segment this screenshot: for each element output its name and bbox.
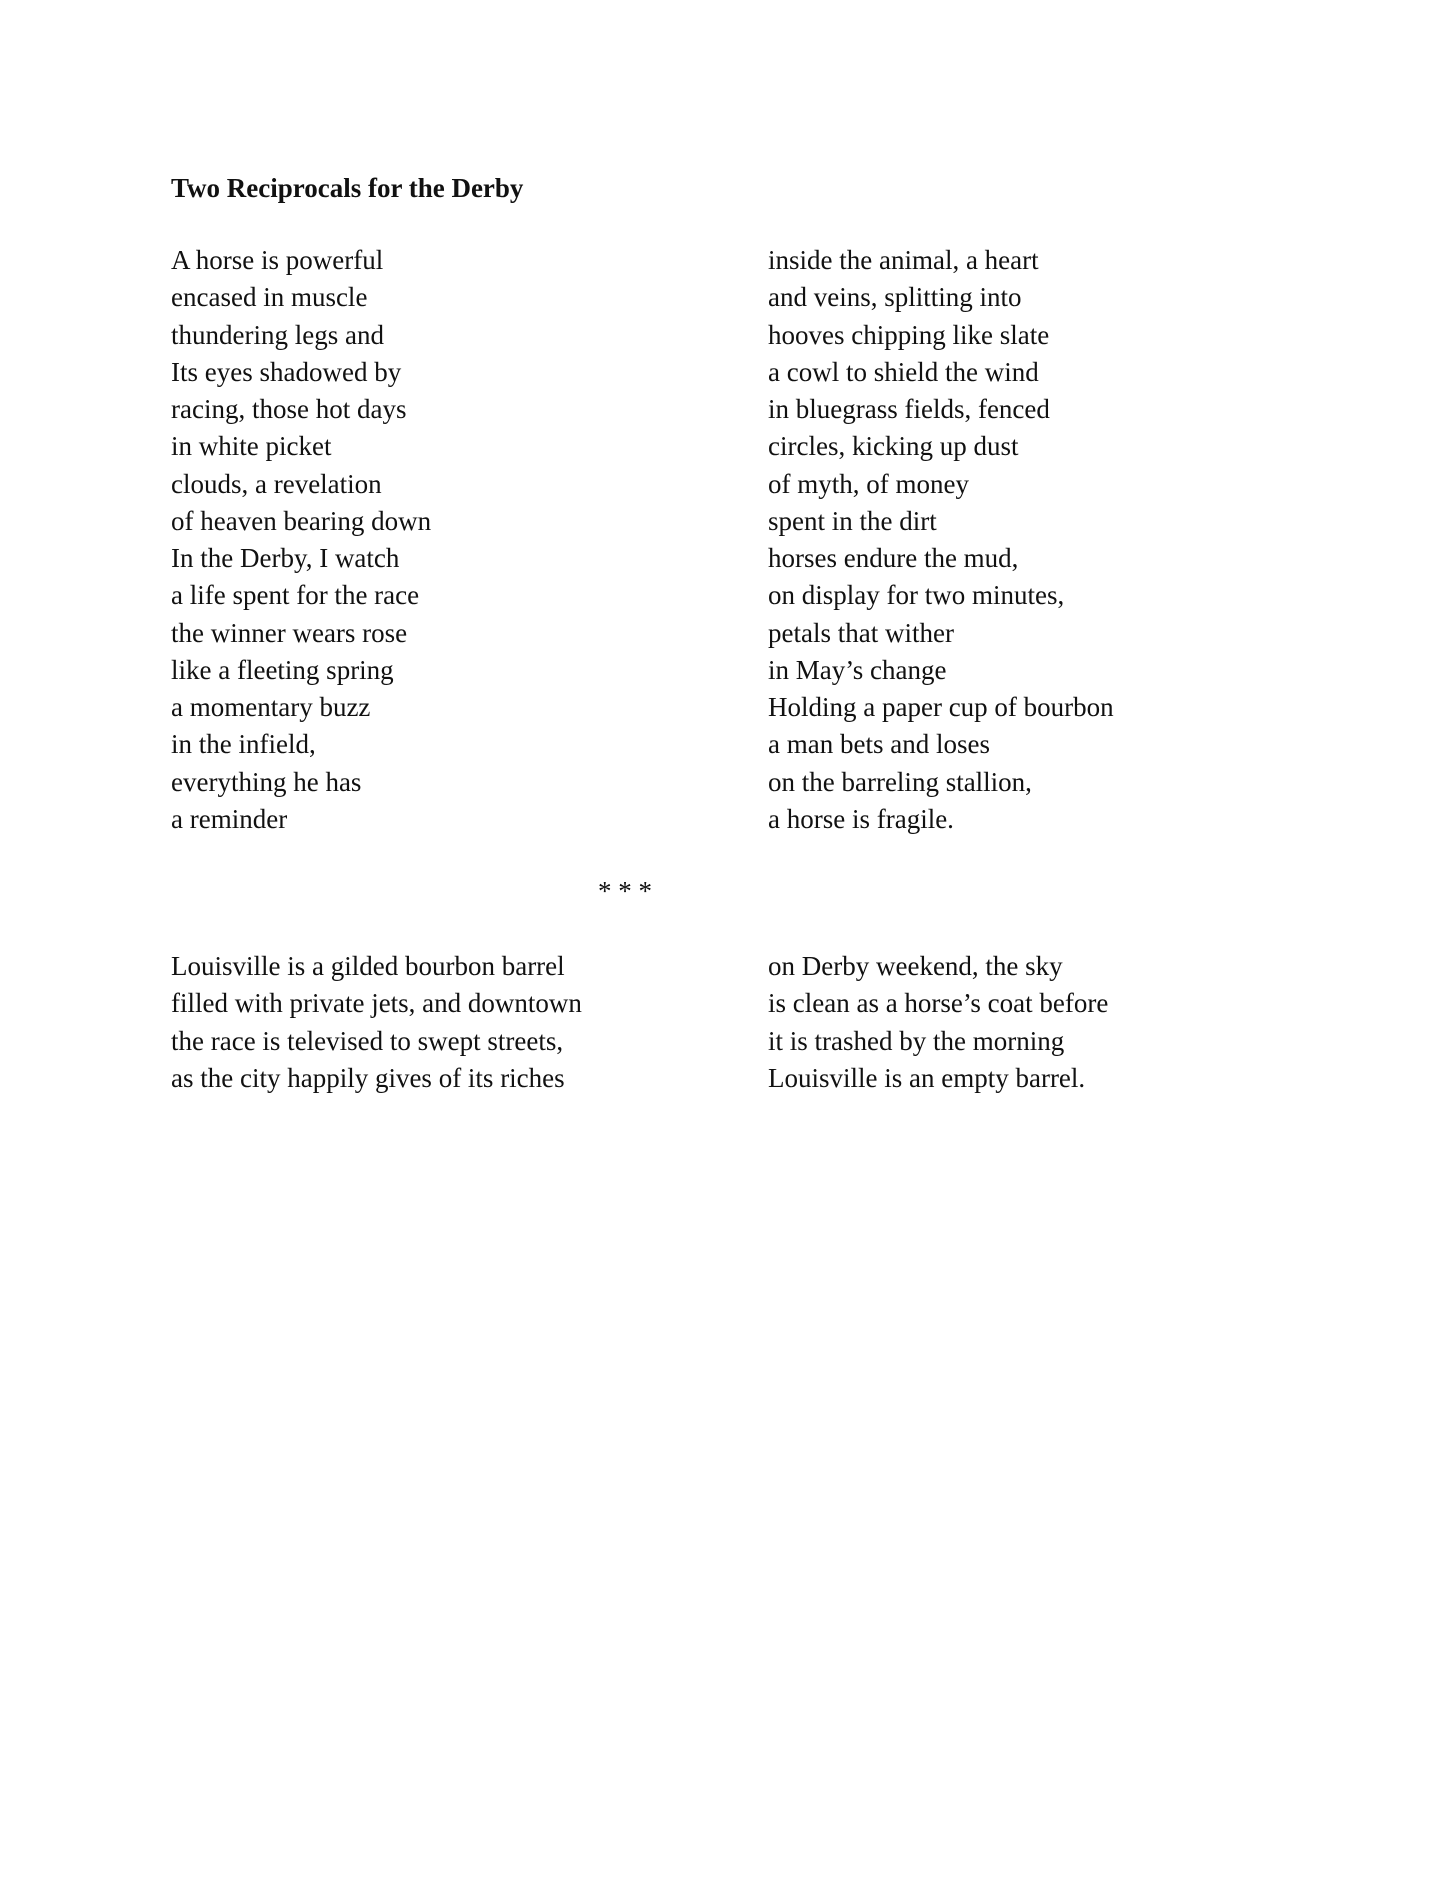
poem-line: inside the animal, a heart (768, 245, 1039, 275)
poem-line: on display for two minutes, (768, 580, 1065, 611)
poem-line: clouds, a revelation (171, 468, 382, 499)
poem-line: in bluegrass fields, fenced (768, 394, 1050, 424)
poem-line: a momentary buzz (171, 692, 371, 722)
poem-line: in May’s change (768, 654, 947, 685)
poem-line: thundering legs and (171, 319, 384, 350)
poem-line: as the city happily gives of its riches (171, 1062, 565, 1093)
poem-line: spent in the dirt (768, 505, 937, 536)
poem-line: Louisville is an empty barrel. (768, 1062, 1086, 1093)
poem-line: petals that wither (768, 617, 954, 648)
poem-line: a cowl to shield the wind (768, 356, 1039, 387)
poem-line: Holding a paper cup of bourbon (768, 692, 1114, 722)
poem-line: a life spent for the race (171, 580, 420, 611)
poem-line: on the barreling stallion, (768, 766, 1032, 797)
poem-line: of heaven bearing down (171, 505, 432, 536)
part1-right-column (768, 242, 1114, 838)
poem-line: a horse is fragile. (768, 803, 954, 834)
poem-line: a man bets and loses (768, 729, 990, 760)
poem-line: a reminder (171, 803, 288, 834)
poem-line: of myth, of money (768, 468, 969, 499)
poem-line: and veins, splitting into (768, 282, 1022, 313)
poem-line: Louisville is a gilded bourbon barrel (171, 951, 565, 981)
poem-line: like a fleeting spring (171, 654, 394, 685)
poem-title: Two Reciprocals for the Derby (171, 173, 524, 203)
poem-line: everything he has (171, 766, 362, 797)
poem-line: is clean as a horse’s coat before (768, 988, 1109, 1019)
part2-right-column (768, 948, 1108, 1097)
poem-line: In the Derby, I watch (171, 543, 400, 573)
poem-line: the race is televised to swept streets, (171, 1025, 564, 1056)
poem-line: circles, kicking up dust (768, 431, 1019, 462)
poem-line: A horse is powerful (171, 245, 384, 275)
part1-left-column (171, 242, 431, 838)
poem-line: in white picket (171, 431, 332, 462)
part2-left-column (171, 948, 582, 1097)
poem-line: it is trashed by the morning (768, 1025, 1065, 1056)
poem-line: horses endure the mud, (768, 543, 1019, 573)
poem-line: hooves chipping like slate (768, 319, 1050, 350)
poem-line: in the infield, (171, 729, 316, 760)
poem-line: on Derby weekend, the sky (768, 951, 1063, 981)
section-separator: * * * (598, 876, 652, 906)
poem-line: Its eyes shadowed by (171, 356, 402, 387)
poem-line: filled with private jets, and downtown (171, 988, 582, 1019)
poem-line: encased in muscle (171, 282, 368, 313)
poem-line: racing, those hot days (171, 394, 407, 424)
poem-line: the winner wears rose (171, 617, 408, 648)
